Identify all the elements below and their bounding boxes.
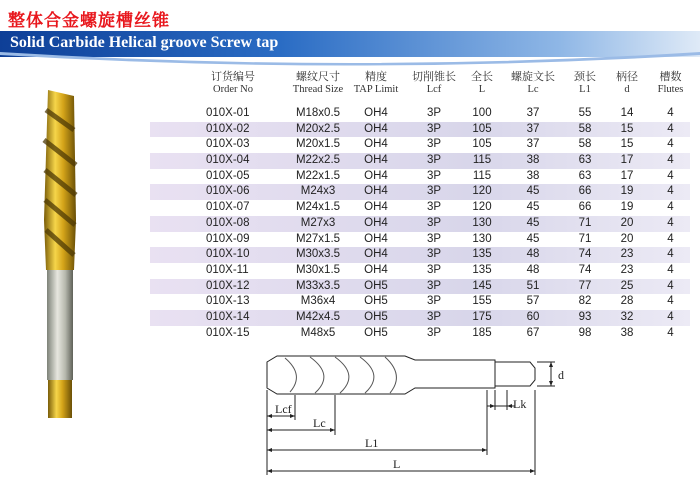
cell-l1: 71 — [578, 232, 592, 245]
table-row — [150, 294, 690, 310]
table-row — [150, 137, 690, 153]
cell-order-no: 010X-10 — [206, 248, 250, 261]
cell-flutes: 4 — [667, 122, 674, 135]
cell-lcf: 3P — [426, 201, 442, 214]
cell-l: 185 — [472, 326, 492, 339]
cell-l1: 63 — [578, 169, 592, 182]
cell-order-no: 010X-04 — [206, 154, 250, 167]
cell-lc: 60 — [526, 310, 540, 323]
cell-thread-size: M27x3 — [300, 216, 336, 229]
cell-l: 115 — [472, 154, 492, 167]
table-row — [150, 216, 690, 232]
cell-thread-size: M27x1.5 — [295, 232, 341, 245]
cell-tap-limit: OH4 — [364, 248, 388, 261]
table-row — [150, 232, 690, 248]
cell-lc: 37 — [526, 107, 540, 119]
cell-l1: 58 — [578, 122, 592, 135]
cell-flutes: 4 — [667, 107, 674, 119]
cell-lcf: 3P — [426, 310, 442, 323]
cell-thread-size: M20x1.5 — [295, 138, 341, 151]
cell-l1: 66 — [578, 201, 592, 214]
cell-flutes: 4 — [667, 201, 674, 214]
cell-d: 25 — [620, 279, 634, 292]
label-d: d — [558, 368, 564, 382]
cell-d: 23 — [620, 263, 634, 276]
table-row — [150, 263, 690, 279]
cell-l: 155 — [472, 295, 492, 308]
cell-lcf: 3P — [426, 248, 442, 261]
cell-thread-size: M42x4.5 — [295, 310, 341, 323]
cell-l: 130 — [472, 216, 492, 229]
cell-d: 28 — [620, 295, 634, 308]
cell-lc: 48 — [526, 248, 540, 261]
label-lk: Lk — [513, 397, 527, 411]
cell-l1: 55 — [578, 107, 592, 119]
cell-tap-limit: OH4 — [364, 154, 388, 167]
cell-l1: 74 — [578, 263, 592, 276]
spec-table — [150, 106, 690, 341]
cell-lc: 45 — [526, 201, 540, 214]
label-l1: L1 — [365, 436, 379, 450]
cell-d: 32 — [620, 310, 634, 323]
cell-tap-limit: OH4 — [364, 263, 388, 276]
cell-tap-limit: OH5 — [364, 279, 388, 292]
cell-lc: 45 — [526, 232, 540, 245]
cell-d: 17 — [620, 154, 634, 167]
cell-order-no: 010X-11 — [206, 263, 249, 276]
cell-order-no: 010X-13 — [206, 295, 250, 308]
cell-order-no: 010X-02 — [206, 122, 250, 135]
cell-flutes: 4 — [667, 138, 674, 151]
cell-d: 17 — [620, 169, 634, 182]
cell-l1: 66 — [578, 185, 592, 198]
cell-lcf: 3P — [426, 138, 442, 151]
cell-l1: 93 — [578, 310, 592, 323]
cell-l: 135 — [472, 263, 492, 276]
page-title-en: Solid Carbide Helical groove Screw tap — [10, 34, 279, 51]
cell-flutes: 4 — [667, 326, 674, 339]
cell-lc: 45 — [526, 216, 540, 229]
header-l: 全长 L — [471, 70, 493, 95]
header-l1: 颈长 L1 — [574, 70, 596, 95]
cell-lc: 51 — [526, 279, 540, 292]
cell-l: 100 — [472, 107, 492, 119]
header-order-no: 订货编号 Order No — [211, 70, 255, 95]
cell-l: 130 — [472, 232, 492, 245]
cell-lcf: 3P — [426, 154, 442, 167]
cell-order-no: 010X-09 — [206, 232, 250, 245]
cell-order-no: 010X-06 — [206, 185, 250, 198]
cell-l: 145 — [472, 279, 492, 292]
tap-dimension-diagram — [255, 350, 575, 485]
cell-d: 15 — [620, 138, 634, 151]
cell-order-no: 010X-14 — [206, 310, 250, 323]
cell-l1: 63 — [578, 154, 592, 167]
cell-flutes: 4 — [667, 248, 674, 261]
cell-order-no: 010X-03 — [206, 138, 250, 151]
table-row — [150, 326, 690, 342]
cell-d: 14 — [620, 107, 634, 119]
cell-flutes: 4 — [667, 154, 674, 167]
cell-lc: 45 — [526, 185, 540, 198]
table-row — [150, 310, 690, 326]
cell-flutes: 4 — [667, 310, 674, 323]
cell-tap-limit: OH4 — [364, 169, 388, 182]
cell-lcf: 3P — [426, 295, 442, 308]
cell-l1: 82 — [578, 295, 592, 308]
label-l: L — [393, 457, 401, 471]
cell-l: 120 — [472, 185, 492, 198]
cell-lc: 67 — [526, 326, 540, 339]
cell-d: 20 — [620, 216, 634, 229]
cell-lcf: 3P — [426, 185, 442, 198]
cell-flutes: 4 — [667, 169, 674, 182]
header-flutes: 槽数 Flutes — [657, 70, 684, 95]
cell-tap-limit: OH4 — [364, 216, 388, 229]
cell-lc: 57 — [526, 295, 540, 308]
cell-d: 15 — [620, 122, 634, 135]
page-title-cn: 整体合金螺旋槽丝锥 — [8, 11, 170, 31]
cell-l1: 71 — [578, 216, 592, 229]
cell-tap-limit: OH4 — [364, 107, 388, 119]
cell-thread-size: M36x4 — [300, 295, 336, 308]
cell-tap-limit: OH4 — [364, 138, 388, 151]
cell-tap-limit: OH5 — [364, 326, 388, 339]
cell-l: 115 — [472, 169, 492, 182]
label-lcf: Lcf — [275, 402, 292, 416]
cell-lc: 38 — [526, 169, 540, 182]
cell-lcf: 3P — [426, 279, 442, 292]
cell-order-no: 010X-15 — [206, 326, 250, 339]
cell-thread-size: M30x1.5 — [295, 263, 341, 276]
cell-lcf: 3P — [426, 232, 442, 245]
cell-l: 175 — [472, 310, 492, 323]
cell-l1: 77 — [578, 279, 592, 292]
cell-d: 38 — [620, 326, 634, 339]
table-row — [150, 122, 690, 138]
cell-tap-limit: OH5 — [364, 310, 388, 323]
cell-tap-limit: OH4 — [364, 201, 388, 214]
cell-lc: 37 — [526, 122, 540, 135]
cell-order-no: 010X-12 — [206, 279, 250, 292]
cell-lc: 38 — [526, 154, 540, 167]
cell-l1: 58 — [578, 138, 592, 151]
header-lc: 螺旋文长 Lc — [511, 70, 555, 95]
tap-image — [30, 90, 90, 420]
cell-thread-size: M33x3.5 — [295, 279, 341, 292]
header-tap-limit: 精度 TAP Limit — [353, 70, 399, 95]
cell-flutes: 4 — [667, 263, 674, 276]
cell-thread-size: M24x3 — [300, 185, 336, 198]
cell-order-no: 010X-05 — [206, 169, 250, 182]
cell-flutes: 4 — [667, 232, 674, 245]
label-lc: Lc — [313, 416, 326, 430]
cell-thread-size: M18x0.5 — [295, 107, 341, 119]
cell-tap-limit: OH4 — [364, 185, 388, 198]
cell-thread-size: M30x3.5 — [295, 248, 341, 261]
cell-order-no: 010X-07 — [206, 201, 250, 214]
cell-flutes: 4 — [667, 185, 674, 198]
cell-lcf: 3P — [426, 107, 442, 119]
cell-tap-limit: OH5 — [364, 295, 388, 308]
table-row — [150, 184, 690, 200]
table-row — [150, 200, 690, 216]
cell-thread-size: M48x5 — [300, 326, 336, 339]
cell-l: 135 — [472, 248, 492, 261]
table-row — [150, 279, 690, 295]
cell-lcf: 3P — [426, 122, 442, 135]
cell-l1: 74 — [578, 248, 592, 261]
cell-d: 20 — [620, 232, 634, 245]
cell-order-no: 010X-08 — [206, 216, 250, 229]
cell-thread-size: M20x2.5 — [295, 122, 341, 135]
header-d: 柄径 d — [616, 70, 638, 95]
cell-tap-limit: OH4 — [364, 122, 388, 135]
cell-l: 120 — [472, 201, 492, 214]
header-lcf: 切削锥长 Lcf — [412, 70, 456, 95]
cell-flutes: 4 — [667, 216, 674, 229]
table-row — [150, 106, 690, 122]
cell-lcf: 3P — [426, 216, 442, 229]
cell-lcf: 3P — [426, 326, 442, 339]
cell-l1: 98 — [578, 326, 592, 339]
cell-tap-limit: OH4 — [364, 232, 388, 245]
cell-d: 19 — [620, 201, 634, 214]
cell-thread-size: M22x2.5 — [295, 154, 341, 167]
table-row — [150, 169, 690, 185]
cell-d: 19 — [620, 185, 634, 198]
header-thread-size: 螺纹尺寸 Thread Size — [292, 70, 344, 95]
cell-thread-size: M24x1.5 — [295, 201, 341, 214]
cell-lcf: 3P — [426, 169, 442, 182]
table-row — [150, 153, 690, 169]
cell-flutes: 4 — [667, 279, 674, 292]
cell-order-no: 010X-01 — [206, 107, 250, 119]
cell-l: 105 — [472, 122, 492, 135]
table-header — [148, 70, 693, 104]
banner-curve — [0, 52, 700, 68]
cell-lcf: 3P — [426, 263, 442, 276]
cell-flutes: 4 — [667, 295, 674, 308]
cell-lc: 37 — [526, 138, 540, 151]
cell-thread-size: M22x1.5 — [295, 169, 341, 182]
table-row — [150, 247, 690, 263]
cell-d: 23 — [620, 248, 634, 261]
cell-lc: 48 — [526, 263, 540, 276]
cell-l: 105 — [472, 138, 492, 151]
